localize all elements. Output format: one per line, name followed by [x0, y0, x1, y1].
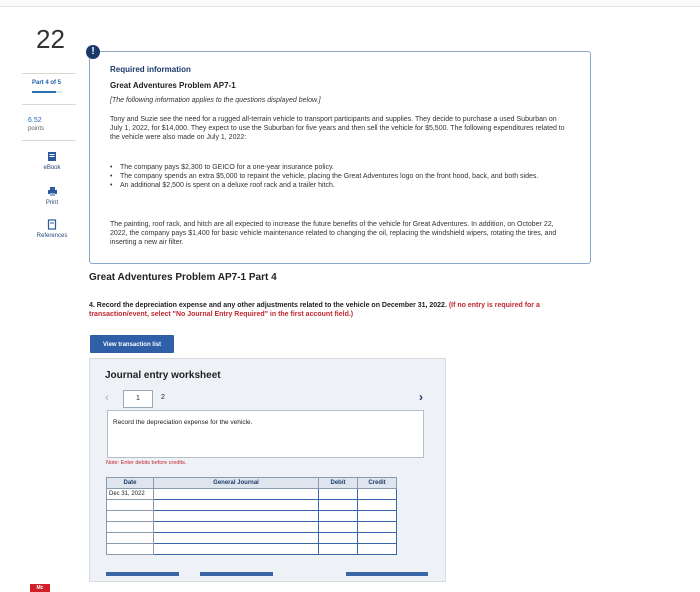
column-header-general-journal: General Journal	[154, 478, 319, 489]
column-header-date: Date	[107, 478, 154, 489]
credit-field[interactable]	[358, 544, 397, 555]
record-instruction-box	[107, 410, 424, 458]
table-row	[107, 489, 397, 500]
debits-note: Note: Enter debits before credits.	[106, 460, 187, 466]
instruction-warning: (If no entry is required for a transaction/event, select "No Journal Entry Required" in the first account field.)	[89, 302, 540, 318]
part-progress-fill	[32, 91, 56, 93]
debit-field[interactable]	[319, 511, 358, 522]
debit-field[interactable]	[319, 522, 358, 533]
rail-divider	[22, 140, 76, 141]
list-item: • An additional $2,500 is spent on a deluxe roof rack and a trailer hitch.	[110, 181, 560, 190]
date-cell[interactable]	[107, 522, 154, 533]
account-field[interactable]	[154, 489, 319, 500]
part-label: Part 4 of 5	[32, 80, 62, 86]
credit-field[interactable]	[358, 511, 397, 522]
journal-table	[106, 477, 397, 555]
worksheet-action-button[interactable]	[200, 572, 273, 576]
question-number: 22	[36, 24, 65, 54]
account-field[interactable]	[154, 544, 319, 555]
list-item: • The company spends an extra $5,000 to repaint the vehicle, placing the Great Adventures logo on the front hood, back, and both sides.	[110, 172, 560, 181]
date-cell[interactable]: Dec 31, 2022	[107, 489, 154, 500]
part-progress-bar	[32, 91, 62, 93]
instruction	[89, 301, 589, 319]
column-header-debit: Debit	[319, 478, 358, 489]
problem-title: Great Adventures Problem AP7-1	[110, 81, 236, 90]
rail-divider	[22, 73, 76, 74]
references-button[interactable]	[30, 219, 74, 239]
points-value: 6.52	[28, 117, 42, 124]
print-icon	[47, 186, 58, 197]
intro-paragraph: Tony and Suzie see the need for a rugged all-terrain vehicle to transport participants and supplies. They decide to purchase a used Suburban on July 1, 2022, for $14,000. They expect to use the Suburban for five years and then sell the vehicle for $5,500. The following expenditures related to the vehicle were also made on July 1, 2022:	[110, 116, 565, 141]
references-icon	[47, 219, 57, 230]
part-indicator	[32, 80, 61, 86]
view-transaction-list-button[interactable]: View transaction list	[90, 335, 174, 353]
debit-field[interactable]	[319, 500, 358, 511]
expenditure-list	[110, 163, 560, 190]
credit-field[interactable]	[358, 500, 397, 511]
account-field[interactable]	[154, 500, 319, 511]
column-header-credit: Credit	[358, 478, 397, 489]
table-row	[107, 511, 397, 522]
table-row	[107, 533, 397, 544]
ebook-icon	[47, 151, 57, 162]
date-cell[interactable]	[107, 544, 154, 555]
ebook-button[interactable]	[30, 151, 74, 171]
worksheet-action-button[interactable]	[346, 572, 428, 576]
mcgraw-hill-logo: Mc	[30, 584, 50, 592]
points-box	[28, 116, 44, 134]
account-field[interactable]	[154, 511, 319, 522]
table-row	[107, 544, 397, 555]
page-tab-2[interactable]: 2	[161, 394, 165, 401]
debit-field[interactable]	[319, 489, 358, 500]
account-field[interactable]	[154, 533, 319, 544]
required-information-heading: Required information	[110, 65, 191, 74]
print-label: Print	[45, 200, 59, 206]
top-bar	[0, 0, 700, 7]
previous-page-icon[interactable]: ‹	[105, 392, 109, 404]
account-field[interactable]	[154, 522, 319, 533]
print-button[interactable]	[30, 186, 74, 206]
ebook-label: eBook	[43, 165, 61, 171]
next-page-icon[interactable]: ›	[419, 390, 423, 404]
date-cell[interactable]	[107, 511, 154, 522]
credit-field[interactable]	[358, 522, 397, 533]
rail-divider	[22, 104, 76, 105]
date-cell[interactable]	[107, 500, 154, 511]
worksheet-title: Journal entry worksheet	[105, 370, 221, 381]
debit-field[interactable]	[319, 533, 358, 544]
date-cell[interactable]	[107, 533, 154, 544]
closing-paragraph: The painting, roof rack, and hitch are all expected to increase the future benefits of the vehicle for Great Adventures. In addition, on October 22, 2022, the company pays $1,400 for basic vehicle maintenance related to changing the oil, replacing the windshield wipers, rotating the tires, and inserting a new air filter.	[110, 221, 557, 246]
page-tab-1[interactable]: 1	[123, 390, 153, 408]
worksheet-action-button[interactable]	[106, 572, 179, 576]
applies-note: [The following information applies to the questions displayed below.]	[110, 97, 321, 104]
table-row	[107, 500, 397, 511]
part-heading: Great Adventures Problem AP7-1 Part 4	[89, 272, 277, 283]
credit-field[interactable]	[358, 533, 397, 544]
record-instruction-text: Record the depreciation expense for the vehicle.	[113, 419, 253, 426]
instruction-text: 4. Record the depreciation expense and any other adjustments related to the vehicle on December 31, 2022.	[89, 302, 449, 309]
points-label: points	[28, 126, 45, 132]
list-item: • The company pays $2,300 to GEICO for a one-year insurance policy.	[110, 163, 560, 172]
table-row	[107, 522, 397, 533]
alert-icon: !	[86, 45, 100, 59]
references-label: References	[36, 233, 68, 239]
debit-field[interactable]	[319, 544, 358, 555]
credit-field[interactable]	[358, 489, 397, 500]
